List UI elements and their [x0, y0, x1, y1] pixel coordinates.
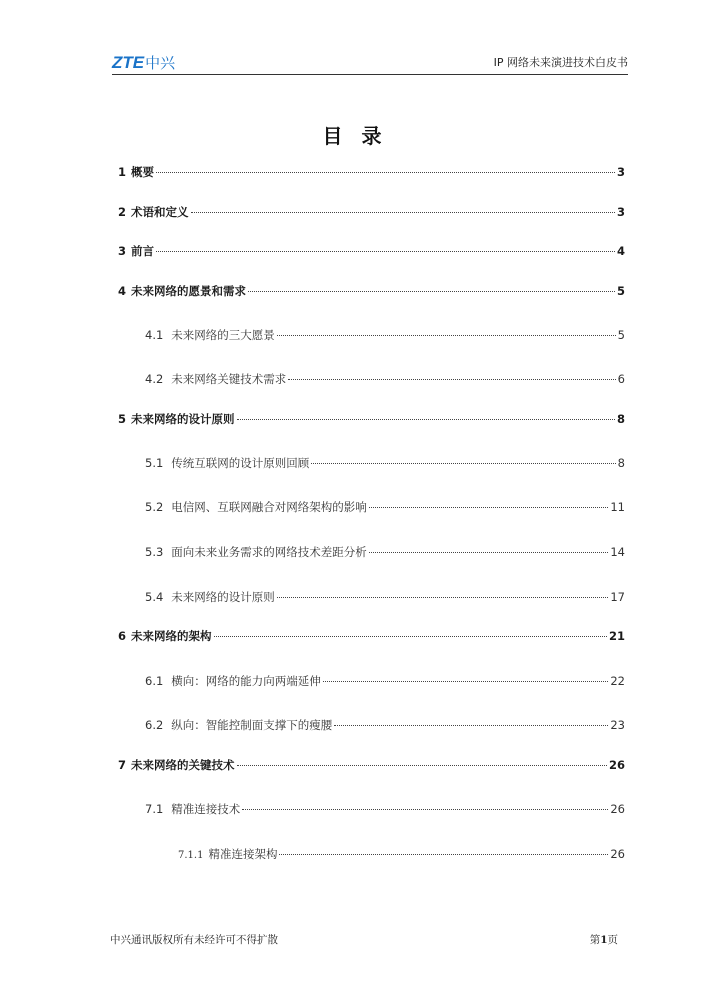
- toc-entry-label: 未来网络关键技术需求: [171, 372, 287, 386]
- toc-leader-dots: [277, 597, 609, 598]
- toc-entry-number: 4.1: [145, 328, 164, 342]
- toc-entry-page: 26: [608, 758, 625, 772]
- toc-entry[interactable]: [178, 846, 625, 864]
- toc-entry-label: 未来网络的设计原则: [131, 412, 235, 426]
- toc-entry-label: 未来网络的设计原则: [171, 590, 275, 604]
- toc-entry[interactable]: [145, 455, 625, 471]
- toc-entry-label: 未来网络的关键技术: [131, 758, 235, 772]
- toc-leader-dots: [156, 172, 615, 173]
- toc-entry-number: 3: [118, 244, 127, 258]
- toc-entry-page: 6: [617, 372, 625, 386]
- toc-entry-page: 5: [616, 284, 625, 298]
- page-suffix: 页: [607, 934, 618, 946]
- toc-leader-dots: [237, 765, 607, 766]
- toc-entry-label: 精准连接技术: [171, 802, 241, 816]
- toc-entry-label: 未来网络的愿景和需求: [131, 284, 247, 298]
- toc-entry-page: 14: [610, 545, 625, 559]
- toc-entry-page: 8: [616, 412, 625, 426]
- page-header: [112, 50, 628, 75]
- zte-logo: [112, 52, 175, 73]
- toc-entry-label: 纵向：智能控制面支撑下的瘦腰: [171, 718, 333, 732]
- page-num: 1: [600, 934, 608, 946]
- toc-entry-page: 26: [610, 847, 625, 861]
- toc-leader-dots: [214, 636, 607, 637]
- toc-leader-dots: [237, 419, 615, 420]
- toc-entry-number: 7.1.1: [178, 850, 204, 861]
- toc-entry-number: 6.2: [145, 718, 164, 732]
- footer-page-number: [590, 932, 618, 947]
- toc-entry-number: 7.1: [145, 802, 164, 816]
- toc-entry[interactable]: [118, 757, 625, 773]
- logo-text: ZTE: [112, 53, 145, 72]
- toc-entry-page: 4: [616, 244, 625, 258]
- toc-entry-number: 6: [118, 629, 127, 643]
- toc-entry-page: 23: [610, 718, 625, 732]
- toc-entry-label: 横向：网络的能力向两端延伸: [171, 674, 321, 688]
- toc-leader-dots: [288, 379, 615, 380]
- toc-leader-dots: [242, 809, 608, 810]
- toc-entry-label: 前言: [131, 244, 155, 258]
- toc-entry-number: 5: [118, 412, 127, 426]
- toc-leader-dots: [323, 681, 609, 682]
- toc-entry-page: 8: [617, 456, 625, 470]
- toc-entry-label: 传统互联网的设计原则回顾: [171, 456, 310, 470]
- toc-leader-dots: [156, 251, 615, 252]
- toc-entry[interactable]: [118, 243, 625, 259]
- toc-leader-dots: [277, 335, 616, 336]
- toc-entry[interactable]: [145, 801, 625, 817]
- toc-leader-dots: [279, 854, 608, 855]
- toc-entry[interactable]: [118, 411, 625, 427]
- toc-entry[interactable]: [145, 717, 625, 733]
- toc-entry-number: 4.2: [145, 372, 164, 386]
- toc-entry-label: 概要: [131, 165, 155, 179]
- toc-entry[interactable]: [145, 544, 625, 560]
- toc-entry-label: 未来网络的三大愿景: [171, 328, 275, 342]
- toc-entry-number: 5.4: [145, 590, 164, 604]
- toc-entry-number: 4: [118, 284, 127, 298]
- toc-entry-label: 术语和定义: [131, 205, 189, 219]
- toc-entry-number: 7: [118, 758, 127, 772]
- toc-entry-page: 3: [616, 205, 625, 219]
- toc-leader-dots: [248, 291, 615, 292]
- toc-entry-page: 22: [610, 674, 625, 688]
- toc-entry[interactable]: [118, 204, 625, 220]
- toc-entry-number: 5.2: [145, 500, 164, 514]
- toc-entry-number: 1: [118, 165, 127, 179]
- toc-entry-label: 精准连接架构: [208, 847, 278, 861]
- document-title: IP 网络未来演进技术白皮书: [493, 56, 628, 69]
- toc-title: 目 录: [322, 124, 388, 148]
- toc-entry-number: 6.1: [145, 674, 164, 688]
- toc-entry-number: 2: [118, 205, 127, 219]
- toc-entry[interactable]: [145, 589, 625, 605]
- toc-entry[interactable]: [145, 673, 625, 689]
- toc-entry-page: 26: [610, 802, 625, 816]
- toc-entry[interactable]: [145, 499, 625, 515]
- toc-entry-page: 21: [608, 629, 625, 643]
- toc-entry[interactable]: [118, 628, 625, 644]
- toc-leader-dots: [334, 725, 608, 726]
- toc-entry-page: 17: [610, 590, 625, 604]
- logo-cn: 中兴: [145, 55, 176, 72]
- toc-entry[interactable]: [118, 164, 625, 180]
- toc-entry[interactable]: [118, 283, 625, 299]
- toc-leader-dots: [311, 463, 615, 464]
- toc-entry-label: 电信网、互联网融合对网络架构的影响: [171, 500, 367, 514]
- toc-entry-label: 面向未来业务需求的网络技术差距分析: [171, 545, 367, 559]
- toc-entry[interactable]: [145, 327, 625, 343]
- toc-leader-dots: [369, 507, 609, 508]
- toc-entry-number: 5.3: [145, 545, 164, 559]
- toc-entry-number: 5.1: [145, 456, 164, 470]
- toc-leader-dots: [369, 552, 609, 553]
- toc-entry-label: 未来网络的架构: [131, 629, 212, 643]
- toc-entry-page: 5: [617, 328, 625, 342]
- footer-copyright: 中兴通讯版权所有未经许可不得扩散: [110, 934, 278, 946]
- toc-entry[interactable]: [145, 371, 625, 387]
- toc-leader-dots: [191, 212, 615, 213]
- toc-entry-page: 3: [616, 165, 625, 179]
- page-prefix: 第: [589, 934, 601, 946]
- toc-entry-page: 11: [610, 500, 625, 514]
